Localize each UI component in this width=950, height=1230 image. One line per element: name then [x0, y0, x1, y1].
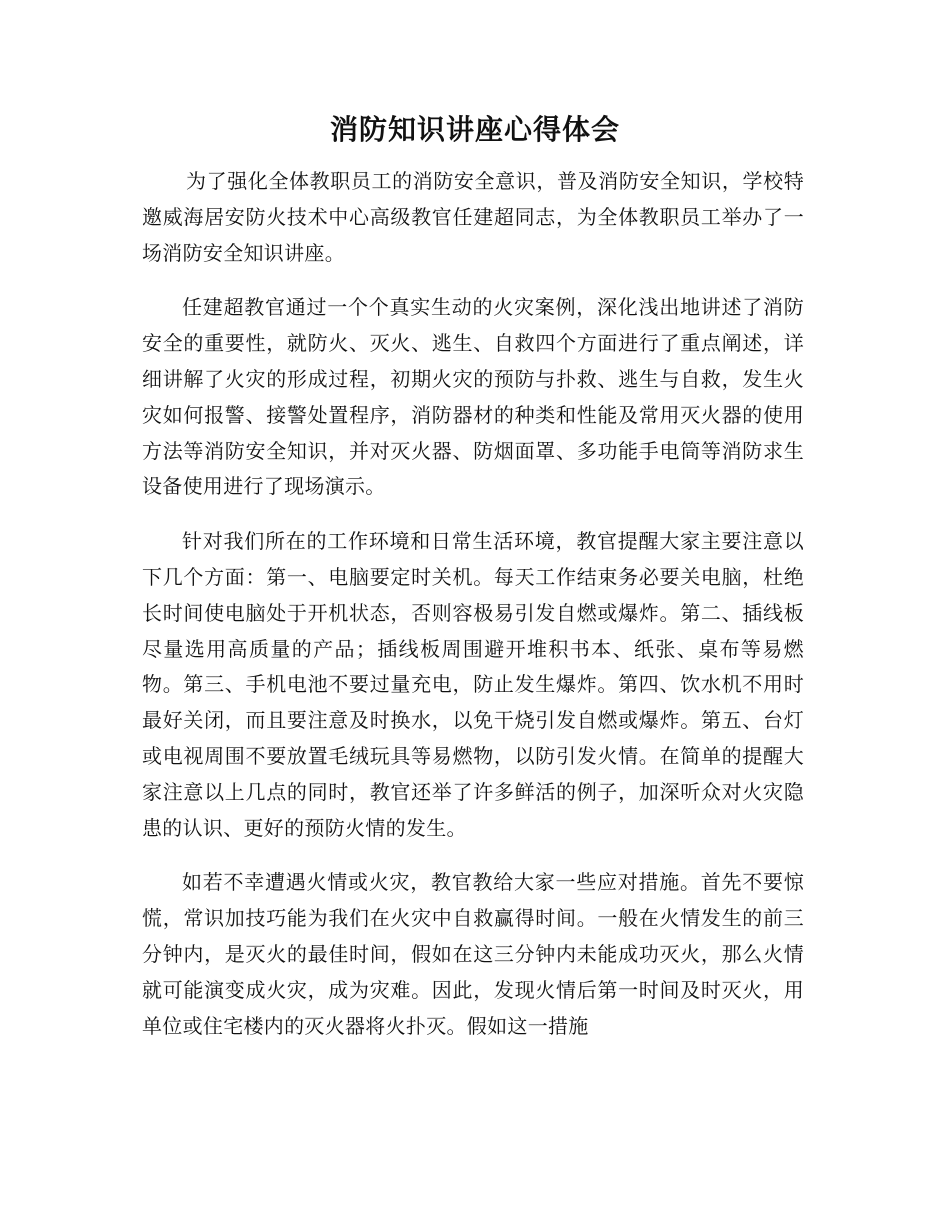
document-title: 消防知识讲座心得体会 [329, 113, 620, 146]
document-body [142, 164, 804, 1063]
paragraph-1: 为了强化全体教职员工的消防安全意识，普及消防安全知识，学校特邀威海居安防火技术中心高级教官任建超同志，为全体教职员工举办了一场消防安全知识讲座。 [142, 169, 804, 265]
paragraph-2: 任建超教官通过一个个真实生动的火灾案例，深化浅出地讲述了消防安全的重要性，就防火、灭火、逃生、自救四个方面进行了重点阐述，详细讲解了火灾的形成过程，初期火灾的预防与扑救、逃生与自救，发生火灾如何报警、接警处置程序，消防器材的种类和性能及常用灭火器的使用方法等消防安全知识，并对灭火器、防烟面罩、多功能手电筒等消防求生设备使用进行了现场演示。 [142, 295, 804, 499]
paragraph-3: 针对我们所在的工作环境和日常生活环境，教官提醒大家主要注意以下几个方面：第一、电脑要定时关机。每天工作结束务必要关电脑，杜绝长时间使电脑处于开机状态，否则容极易引发自燃或爆炸。第二、插线板尽量选用高质量的产品；插线板周围避开堆积书本、纸张、桌布等易燃物。第三、手机电池不要过量充电，防止发生爆炸。第四、饮水机不用时最好关闭，而且要注意及时换水，以免干烧引发自燃或爆炸。第五、台灯或电视周围不要放置毛绒玩具等易燃物，以防引发火情。在简单的提醒大家注意以上几点的同时，教官还举了许多鲜活的例子，加深听众对火灾隐患的认识、更好的预防火情的发生。 [142, 529, 804, 840]
paragraph-4: 如若不幸遭遇火情或火灾，教官教给大家一些应对措施。首先不要惊慌，常识加技巧能为我们在火灾中自救赢得时间。一般在火情发生的前三分钟内，是灭火的最佳时间，假如在这三分钟内未能成功灭火，那么火情就可能演变成火灾，成为灾难。因此，发现火情后第一时间及时灭火，用单位或住宅楼内的灭火器将火扑灭。假如这一措施 [142, 870, 804, 1038]
